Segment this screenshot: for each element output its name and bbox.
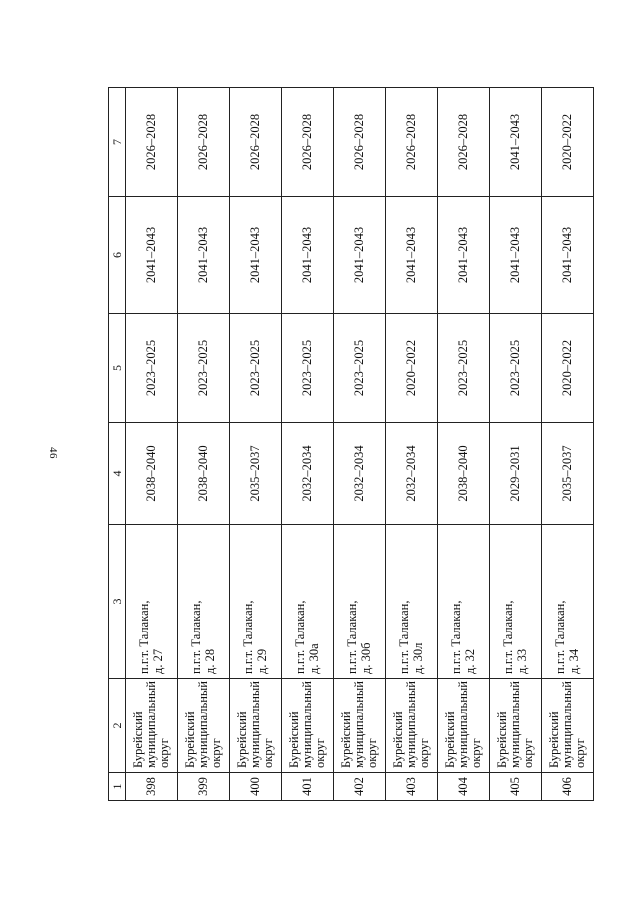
period-cell: 2029–2031 (490, 423, 542, 525)
period-cell: 2032–2034 (334, 423, 386, 525)
table-row (230, 88, 282, 801)
address-cell (230, 525, 282, 679)
column-number: 6 (109, 197, 126, 314)
row-number-cell: 402 (334, 773, 386, 801)
address-cell (386, 525, 438, 679)
cell-line: муниципальный (455, 681, 470, 768)
cell-line: п.г.т. Талакан, (501, 600, 516, 674)
period-cell: 2023–2025 (126, 314, 178, 423)
period-cell: 2041–2043 (490, 88, 542, 197)
cell-line: округ (261, 738, 276, 768)
municipality-cell (126, 679, 178, 773)
period-cell: 2023–2025 (178, 314, 230, 423)
cell-line: муниципальный (507, 681, 522, 768)
municipality-cell (178, 679, 230, 773)
period-cell: 2041–2043 (282, 197, 334, 314)
period-cell: 2041–2043 (438, 197, 490, 314)
row-number-cell: 403 (386, 773, 438, 801)
period-cell: 2041–2043 (126, 197, 178, 314)
cell-line: д. 32 (462, 648, 477, 674)
period-cell: 2026–2028 (334, 88, 386, 197)
cell-line: Бурейский (130, 711, 145, 768)
cell-line: д. 33 (514, 648, 529, 674)
row-number-cell: 404 (438, 773, 490, 801)
period-cell: 2023–2025 (334, 314, 386, 423)
cell-line: округ (417, 738, 432, 768)
cell-line: округ (365, 738, 380, 768)
cell-line: д. 28 (202, 648, 217, 674)
cell-line: Бурейский (494, 711, 509, 768)
cell-line: округ (469, 738, 484, 768)
cell-line: округ (157, 738, 172, 768)
cell-line: округ (573, 738, 588, 768)
municipality-cell (334, 679, 386, 773)
address-cell (178, 525, 230, 679)
cell-line: Бурейский (442, 711, 457, 768)
table-row (334, 88, 386, 801)
period-cell: 2020–2022 (386, 314, 438, 423)
cell-line: п.г.т. Талакан, (397, 600, 412, 674)
address-cell (438, 525, 490, 679)
column-number: 1 (109, 773, 126, 801)
row-number-cell: 398 (126, 773, 178, 801)
cell-line: Бурейский (286, 711, 301, 768)
cell-line: п.г.т. Талакан, (449, 600, 464, 674)
cell-line: д. 30б (358, 642, 373, 674)
cell-line: п.г.т. Талакан, (241, 600, 256, 674)
municipality-cell (438, 679, 490, 773)
housing-repair-table (108, 87, 594, 801)
address-cell (282, 525, 334, 679)
municipality-cell (230, 679, 282, 773)
row-number-cell: 399 (178, 773, 230, 801)
cell-line: муниципальный (351, 681, 366, 768)
table-row (438, 88, 490, 801)
cell-line: муниципальный (195, 681, 210, 768)
table-body (109, 88, 594, 801)
table-row (282, 88, 334, 801)
period-cell: 2026–2028 (126, 88, 178, 197)
cell-line: муниципальный (247, 681, 262, 768)
period-cell: 2038–2040 (126, 423, 178, 525)
column-number: 2 (109, 679, 126, 773)
period-cell: 2041–2043 (178, 197, 230, 314)
period-cell: 2032–2034 (282, 423, 334, 525)
row-number-cell: 401 (282, 773, 334, 801)
period-cell: 2038–2040 (438, 423, 490, 525)
cell-line: муниципальный (299, 681, 314, 768)
period-cell: 2023–2025 (230, 314, 282, 423)
column-number: 5 (109, 314, 126, 423)
cell-line: д. 30л (410, 642, 425, 674)
cell-line: муниципальный (403, 681, 418, 768)
page-number: 46 (47, 447, 59, 459)
column-number: 3 (109, 525, 126, 679)
table-frame (108, 88, 590, 801)
period-cell: 2026–2028 (230, 88, 282, 197)
cell-line: округ (313, 738, 328, 768)
row-number-cell: 406 (542, 773, 594, 801)
cell-line: округ (209, 738, 224, 768)
period-cell: 2023–2025 (438, 314, 490, 423)
row-number-cell: 400 (230, 773, 282, 801)
cell-line: п.г.т. Талакан, (345, 600, 360, 674)
period-cell: 2035–2037 (542, 423, 594, 525)
cell-line: д. 30а (306, 643, 321, 674)
period-cell: 2020–2022 (542, 88, 594, 197)
period-cell: 2041–2043 (230, 197, 282, 314)
column-number: 4 (109, 423, 126, 525)
cell-line: муниципальный (559, 681, 574, 768)
period-cell: 2026–2028 (386, 88, 438, 197)
row-number-cell: 405 (490, 773, 542, 801)
column-number: 7 (109, 88, 126, 197)
address-cell (334, 525, 386, 679)
cell-line: Бурейский (338, 711, 353, 768)
address-cell (490, 525, 542, 679)
period-cell: 2032–2034 (386, 423, 438, 525)
period-cell: 2038–2040 (178, 423, 230, 525)
cell-line: д. 34 (566, 648, 581, 674)
address-cell (126, 525, 178, 679)
cell-line: д. 27 (150, 648, 165, 674)
table-row (542, 88, 594, 801)
period-cell: 2041–2043 (542, 197, 594, 314)
cell-line: п.г.т. Талакан, (137, 600, 152, 674)
municipality-cell (282, 679, 334, 773)
period-cell: 2023–2025 (490, 314, 542, 423)
cell-line: Бурейский (546, 711, 561, 768)
period-cell: 2041–2043 (334, 197, 386, 314)
table-row (126, 88, 178, 801)
period-cell: 2020–2022 (542, 314, 594, 423)
column-number-row (109, 88, 126, 801)
cell-line: Бурейский (182, 711, 197, 768)
table-row (178, 88, 230, 801)
municipality-cell (490, 679, 542, 773)
cell-line: округ (521, 738, 536, 768)
table-row (490, 88, 542, 801)
cell-line: Бурейский (390, 711, 405, 768)
period-cell: 2041–2043 (386, 197, 438, 314)
period-cell: 2023–2025 (282, 314, 334, 423)
address-cell (542, 525, 594, 679)
cell-line: д. 29 (254, 648, 269, 674)
cell-line: Бурейский (234, 711, 249, 768)
period-cell: 2041–2043 (490, 197, 542, 314)
period-cell: 2035–2037 (230, 423, 282, 525)
table-row (386, 88, 438, 801)
period-cell: 2026–2028 (282, 88, 334, 197)
municipality-cell (386, 679, 438, 773)
cell-line: п.г.т. Талакан, (189, 600, 204, 674)
period-cell: 2026–2028 (178, 88, 230, 197)
cell-line: муниципальный (143, 681, 158, 768)
cell-line: п.г.т. Талакан, (553, 600, 568, 674)
period-cell: 2026–2028 (438, 88, 490, 197)
municipality-cell (542, 679, 594, 773)
cell-line: п.г.т. Талакан, (293, 600, 308, 674)
